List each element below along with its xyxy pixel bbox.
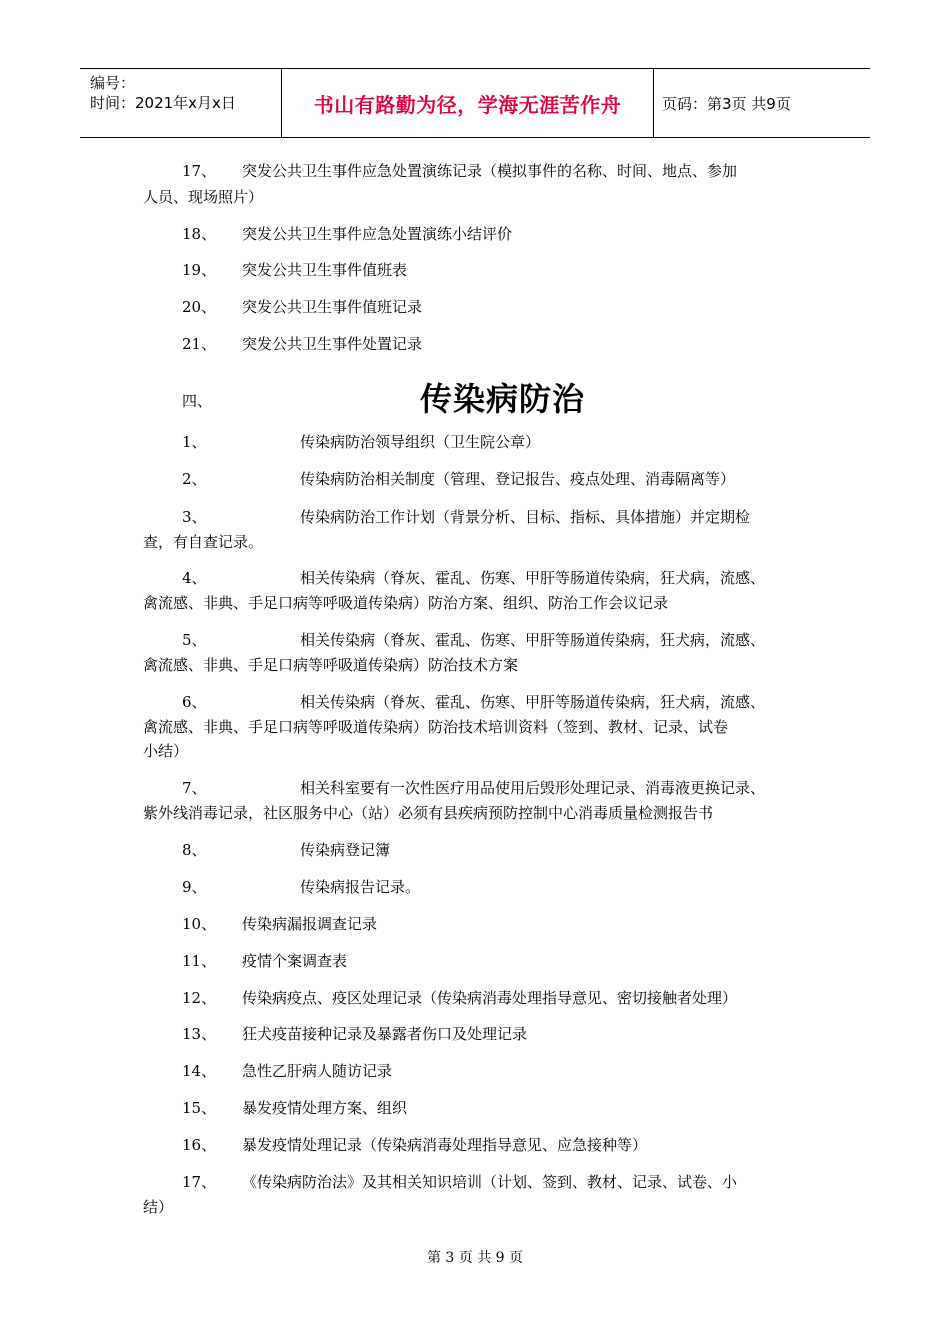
item-text: 传染病防治工作计划（背景分析、目标、指标、具体措施）并定期检 [300,508,751,526]
item-number: 12、 [182,989,217,1007]
item-number: 18、 [182,225,217,243]
section-title: 传染病防治 [420,380,586,418]
section-number: 四、 [182,392,213,410]
item-text: 突发公共卫生事件应急处置演练记录（模拟事件的名称、时间、地点、参加 [242,162,738,180]
number-label: 编号： [90,74,136,92]
header-meta [80,69,282,137]
item-number: 8、 [182,841,207,859]
item-text-cont: 小结） [143,742,189,760]
item-text: 疫情个案调查表 [242,952,348,970]
item-number: 10、 [182,915,217,933]
item-number: 5、 [182,631,207,649]
header-page-label: 页码：第3页 共9页 [662,94,791,113]
item-text: 传染病漏报调查记录 [242,915,378,933]
header-motto: 书山有路勤为径，学海无涯苦作舟 [282,69,654,137]
item-text-cont: 查，有自查记录。 [143,533,264,551]
item-text-cont: 紫外线消毒记录，社区服务中心（站）必须有县疾病预防控制中心消毒质量检测报告书 [143,804,714,822]
item-number: 1、 [182,433,207,451]
item-number: 3、 [182,508,207,526]
item-text-cont: 禽流感、非典、手足口病等呼吸道传染病）防治技术方案 [143,656,519,674]
item-text-cont: 禽流感、非典、手足口病等呼吸道传染病）防治方案、组织、防治工作会议记录 [143,594,669,612]
item-number: 17、 [182,162,217,180]
item-number: 17、 [182,1173,217,1191]
item-text: 传染病防治相关制度（管理、登记报告、疫点处理、消毒隔离等） [300,470,736,488]
item-text-cont: 禽流感、非典、手足口病等呼吸道传染病）防治技术培训资料（签到、教材、记录、试卷 [143,718,729,736]
item-number: 13、 [182,1025,217,1043]
page-footer: 第 3 页 共 9 页 [426,1250,524,1266]
item-text: 《传染病防治法》及其相关知识培训（计划、签到、教材、记录、试卷、小 [242,1173,738,1191]
item-number: 4、 [182,569,207,587]
item-text: 突发公共卫生事件应急处置演练小结评价 [242,225,513,243]
item-number: 7、 [182,779,207,797]
item-number: 21、 [182,335,217,353]
item-text: 传染病疫点、疫区处理记录（传染病消毒处理指导意见、密切接触者处理） [242,989,738,1007]
item-text: 相关传染病（脊灰、霍乱、伤寒、甲肝等肠道传染病，狂犬病，流感、 [300,569,766,587]
item-text-cont: 人员、现场照片） [143,188,264,206]
item-text: 突发公共卫生事件值班记录 [242,298,423,316]
item-number: 6、 [182,693,207,711]
item-text: 急性乙肝病人随访记录 [242,1062,393,1080]
item-text: 传染病防治领导组织（卫生院公章） [300,433,541,451]
item-text: 相关传染病（脊灰、霍乱、伤寒、甲肝等肠道传染病，狂犬病，流感、 [300,631,766,649]
item-number: 14、 [182,1062,217,1080]
item-number: 16、 [182,1136,217,1154]
item-number: 11、 [182,952,217,970]
item-text: 传染病登记簿 [300,841,391,859]
item-text-cont: 结） [143,1198,174,1216]
item-text: 暴发疫情处理方案、组织 [242,1099,408,1117]
item-text: 相关传染病（脊灰、霍乱、伤寒、甲肝等肠道传染病，狂犬病，流感、 [300,693,766,711]
item-text: 狂犬疫苗接种记录及暴露者伤口及处理记录 [242,1025,528,1043]
item-text: 传染病报告记录。 [300,878,421,896]
time-label: 时间：2021年x月x日 [90,94,236,112]
item-number: 2、 [182,470,207,488]
item-number: 15、 [182,1099,217,1117]
item-text: 暴发疫情处理记录（传染病消毒处理指导意见、应急接种等） [242,1136,648,1154]
page-header [80,68,870,138]
item-text: 突发公共卫生事件值班表 [242,261,408,279]
item-number: 9、 [182,878,207,896]
item-number: 20、 [182,298,217,316]
item-text: 相关科室要有一次性医疗用品使用后毁形处理记录、消毒液更换记录、 [300,779,766,797]
item-text: 突发公共卫生事件处置记录 [242,335,423,353]
item-number: 19、 [182,261,217,279]
